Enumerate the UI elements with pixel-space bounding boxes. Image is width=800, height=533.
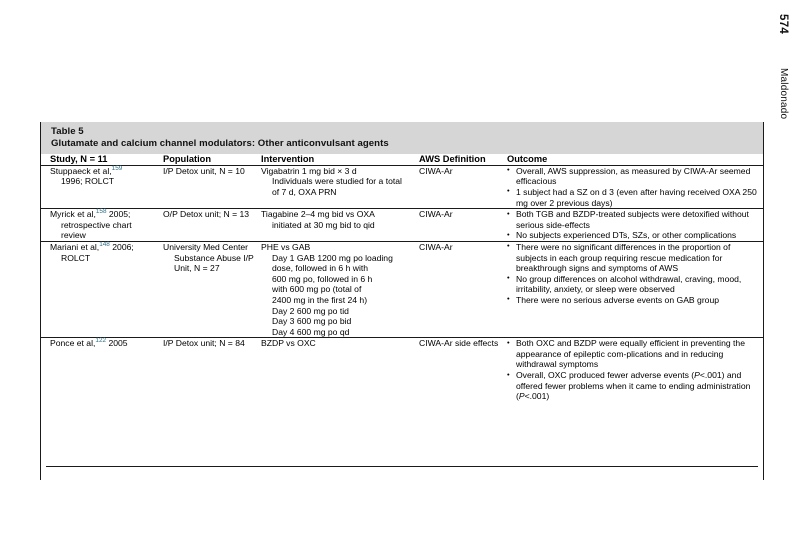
table-rows <box>41 165 763 402</box>
outcome-item: • No subjects experienced DTs, SZs, or other complications <box>507 230 763 241</box>
cell-study: Myrick et al,$^{158}$ 2005; retrospective chart review <box>41 209 163 242</box>
outcome-item: • 1 subject had a SZ on d 3 (even after having received OXA 250 mg over 2 previous days) <box>507 187 763 208</box>
cell-intervention: Tiagabine 2–4 mg bid vs OXA initiated at 30 mg bid to qid <box>261 209 419 242</box>
cell-population: I/P Detox unit; N = 84 <box>163 338 261 402</box>
cell-study: Mariani et al,$^{148}$ 2006; ROLCT <box>41 241 163 337</box>
table-row <box>41 241 763 337</box>
outcome-item: • There were no significant differences in the proportion of subjects in each group requiring rescue medication for breakthrough signs and symptoms of AWS <box>507 242 763 274</box>
cell-population: I/P Detox unit, N = 10 <box>163 165 245 176</box>
table-row <box>41 165 763 208</box>
cell-intervention: Vigabatrin 1 mg bid × 3 d Individuals were studied for a total of 7 d, OXA PRN <box>261 165 402 197</box>
reference-marker[interactable]: 158 <box>95 208 107 216</box>
reference-marker[interactable]: 122 <box>95 337 107 345</box>
column-header-population: Population <box>163 154 261 165</box>
cell-aws-definition: CIWA-Ar <box>419 209 507 242</box>
cell-population: O/P Detox unit; N = 13 <box>163 209 261 242</box>
column-header-intervention: Intervention <box>261 154 419 165</box>
cell-outcome <box>507 209 763 242</box>
column-header-outcome: Outcome <box>507 154 763 165</box>
outcome-item: • Both OXC and BZDP were equally efficient in preventing the appearance of epileptic com-plications and in reducing withdrawal symptoms <box>507 338 763 370</box>
cell-population: University Med Center Substance Abuse I/P Unit, N = 27 <box>163 241 261 337</box>
cell-outcome <box>507 241 763 337</box>
cell-aws-definition: CIWA-Ar <box>419 241 507 337</box>
page-number: 574 <box>777 14 789 35</box>
outcome-list <box>507 166 763 208</box>
cell-study: Ponce et al,$^{122}$ 2005 <box>41 338 163 402</box>
table-label: Table 5 <box>51 126 84 137</box>
reference-marker[interactable]: 159 <box>111 164 123 172</box>
cell-outcome <box>507 338 763 402</box>
cell-aws-definition: CIWA-Ar <box>419 165 453 176</box>
column-header-aws-definition: AWS Definition <box>419 154 507 165</box>
cell-study: Stuppaeck et al,$^{159}$ 1996; ROLCT <box>50 164 123 187</box>
outcome-item: • Overall, OXC produced fewer adverse events (P<.001) and offered fewer problems when it came to ending administration (P<.001) <box>507 370 763 402</box>
outcome-list <box>507 209 763 241</box>
cell-aws-definition: CIWA-Ar side effects <box>419 338 507 402</box>
table-header-row <box>41 154 763 165</box>
table-title: Glutamate and calcium channel modulators: Other anticonvulsant agents <box>51 137 389 149</box>
outcome-item: • No group differences on alcohol withdrawal, craving, mood, irritability, anxiety, or sleep were observed <box>507 274 763 295</box>
table-caption <box>41 122 763 154</box>
cell-intervention: PHE vs GAB Day 1 GAB 1200 mg po loading dose, followed in 6 h with 600 mg po, followed in 6 h with 600 mg po (total of 2400 mg in the first 24 h) Day 2 600 mg po tid Day 3 600 mg po bid Day 4 600 mg po qd <box>261 241 419 337</box>
cell-intervention: BZDP vs OXC <box>261 338 419 402</box>
table-5 <box>40 122 764 480</box>
outcome-item: • Overall, AWS suppression, as measured by CIWA-Ar seemed efficacious <box>507 166 763 187</box>
outcome-item: • There were no serious adverse events on GAB group <box>507 295 763 306</box>
reference-marker[interactable]: 148 <box>99 241 110 249</box>
running-head-author: Maldonado <box>778 68 789 120</box>
table-body <box>41 154 763 402</box>
table-row <box>41 338 763 402</box>
cell-outcome <box>507 165 763 208</box>
table-bottom-rule <box>46 466 758 467</box>
outcome-list <box>507 338 763 402</box>
table-row <box>41 209 763 242</box>
column-header-study: Study, N = 11 <box>41 154 163 165</box>
outcome-list <box>507 242 763 306</box>
outcome-item: • Both TGB and BZDP-treated subjects were detoxified without serious side-effects <box>507 209 763 230</box>
